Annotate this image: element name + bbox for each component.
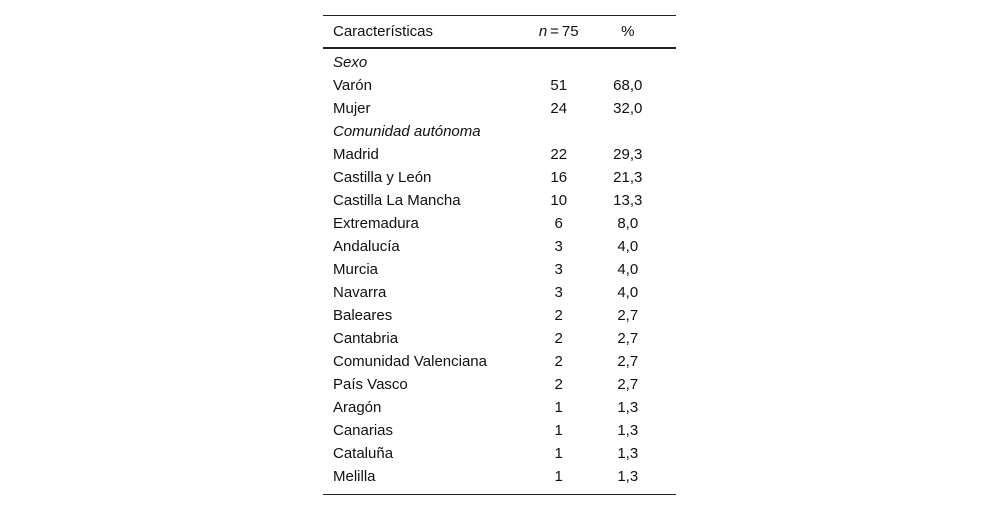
empty-cell (528, 120, 590, 143)
row-count: 1 (554, 422, 563, 439)
row-count: 3 (554, 261, 563, 278)
row-label: Mujer (333, 100, 371, 117)
row-label: Castilla y León (333, 169, 432, 186)
row-count: 10 (550, 192, 568, 209)
row-count: 1 (554, 468, 563, 485)
row-percent: 68,0 (613, 77, 643, 94)
row-label: Cataluña (333, 445, 394, 462)
table-row (323, 74, 676, 97)
row-count: 6 (554, 215, 563, 232)
row-percent: 4,0 (617, 261, 639, 278)
table-body (323, 48, 676, 495)
row-label: Cantabria (333, 330, 399, 347)
table-row (323, 442, 676, 465)
row-label: Canarias (333, 422, 394, 439)
characteristics-table-container (323, 15, 676, 495)
row-count: 22 (550, 146, 568, 163)
row-label: Castilla La Mancha (333, 192, 461, 209)
table-row (323, 97, 676, 120)
header-characteristics: Características (333, 23, 434, 40)
empty-cell (590, 48, 676, 74)
row-percent: 1,3 (617, 445, 639, 462)
row-percent: 8,0 (617, 215, 639, 232)
category-label: Comunidad autónoma (333, 123, 481, 140)
table-row (323, 235, 676, 258)
row-count: 1 (554, 445, 563, 462)
row-percent: 1,3 (617, 422, 639, 439)
characteristics-table (323, 15, 676, 495)
empty-cell (528, 48, 590, 74)
row-count: 2 (554, 307, 563, 324)
category-label: Sexo (333, 54, 368, 71)
row-percent: 1,3 (617, 468, 639, 485)
row-label: Navarra (333, 284, 387, 301)
row-count: 2 (554, 353, 563, 370)
row-percent: 29,3 (613, 146, 643, 163)
category-row (323, 48, 676, 74)
row-label: Comunidad Valenciana (333, 353, 487, 370)
row-label: Murcia (333, 261, 379, 278)
row-percent: 4,0 (617, 284, 639, 301)
table-row (323, 304, 676, 327)
row-label: Madrid (333, 146, 379, 163)
table-row (323, 212, 676, 235)
row-count: 1 (554, 399, 563, 416)
row-percent: 2,7 (617, 330, 639, 347)
row-label: Extremadura (333, 215, 419, 232)
table-row (323, 166, 676, 189)
row-percent: 2,7 (617, 376, 639, 393)
row-label: Andalucía (333, 238, 400, 255)
table-row (323, 419, 676, 442)
empty-cell (590, 120, 676, 143)
row-label: País Vasco (333, 376, 408, 393)
category-row (323, 120, 676, 143)
header-percent: % (621, 23, 635, 40)
row-count: 16 (550, 169, 568, 186)
table-row (323, 281, 676, 304)
table-row (323, 258, 676, 281)
row-label: Baleares (333, 307, 393, 324)
row-percent: 2,7 (617, 307, 639, 324)
row-percent: 4,0 (617, 238, 639, 255)
row-label: Melilla (333, 468, 376, 485)
row-label: Aragón (333, 399, 382, 416)
row-percent: 32,0 (613, 100, 643, 117)
row-count: 24 (550, 100, 568, 117)
table-row (323, 350, 676, 373)
header-n-symbol: n (538, 23, 548, 40)
table-row (323, 327, 676, 350)
row-count: 2 (554, 376, 563, 393)
row-percent: 13,3 (613, 192, 643, 209)
row-count: 3 (554, 284, 563, 301)
header-row (323, 16, 676, 49)
row-label: Varón (333, 77, 372, 94)
header-n (528, 16, 590, 49)
table-row (323, 143, 676, 166)
table-row (323, 373, 676, 396)
row-count: 3 (554, 238, 563, 255)
table-row (323, 396, 676, 419)
header-n-value: = 75 (547, 23, 579, 40)
row-percent: 21,3 (613, 169, 643, 186)
table-row (323, 189, 676, 212)
row-percent: 2,7 (617, 353, 639, 370)
table-row (323, 465, 676, 495)
row-percent: 1,3 (617, 399, 639, 416)
row-count: 2 (554, 330, 563, 347)
row-count: 51 (550, 77, 568, 94)
